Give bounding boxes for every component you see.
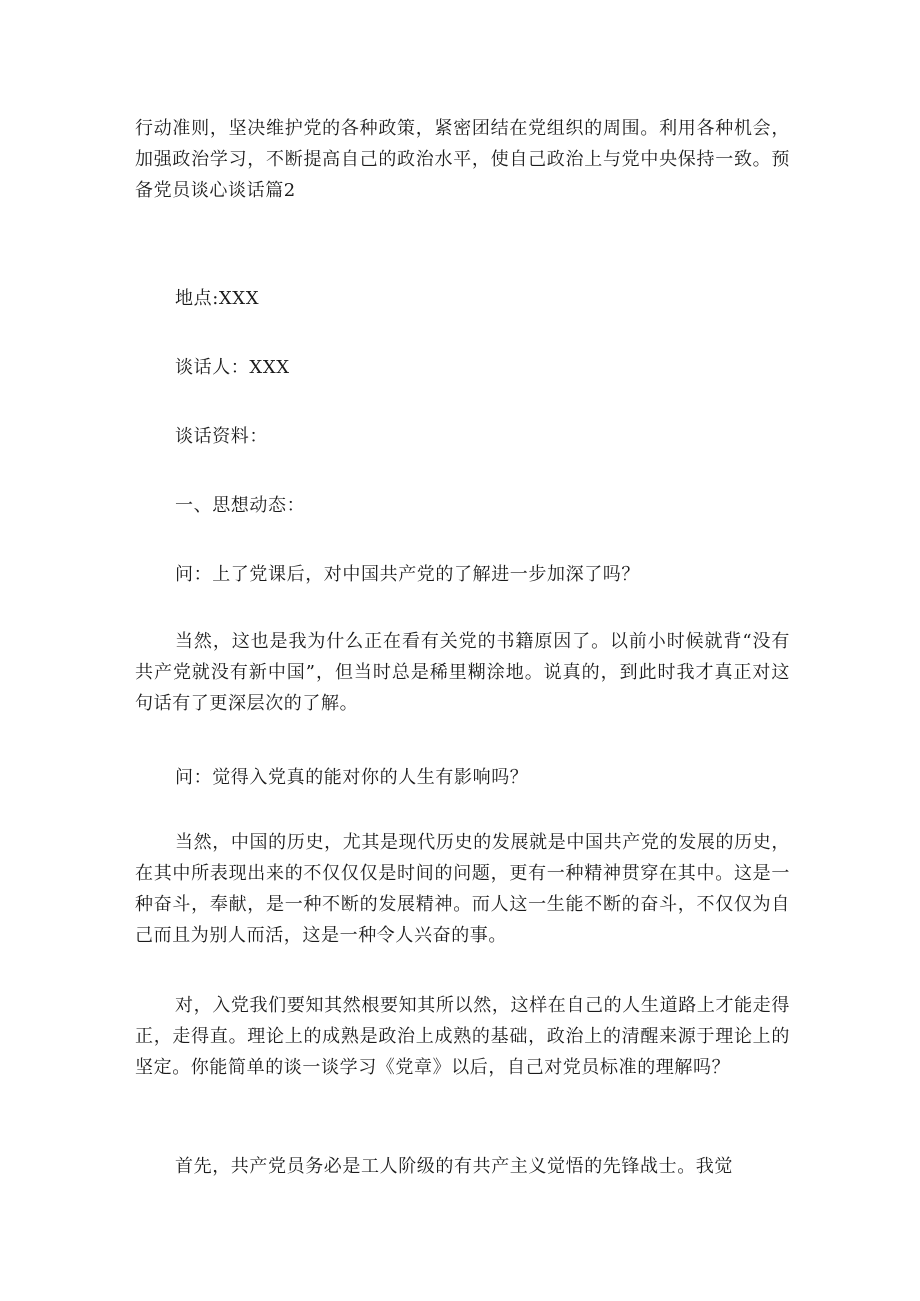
speaker-line: 谈话人：XXX [175, 357, 290, 378]
answer-1: 当然，这也是我为什么正在看有关党的书籍原因了。以前小时候就背“没有共产党就没有新中国”，但当时总是稀里糊涂地。说真的，到此时我才真正对这句话有了更深层次的了解。 [135, 631, 790, 714]
answer-2: 当然，中国的历史，尤其是现代历史的发展就是中国共产党的发展的历史，在其中所表现出来的不仅仅仅是时间的问题，更有一种精神贯穿在其中。这是一种奋斗，奉献，是一种不断的发展精神。而人这一生能不断的奋斗，不仅仅为自己而且为别人而活，这是一种令人兴奋的事。 [135, 832, 790, 946]
question-2: 问：觉得入党真的能对你的人生有影响吗？ [175, 767, 529, 788]
answer-3: 首先，共产党员务必是工人阶级的有共产主义觉悟的先锋战士。我觉 [175, 1156, 733, 1177]
location-line: 地点:XXX [175, 288, 260, 309]
question-1: 问：上了党课后，对中国共产党的了解进一步加深了吗？ [175, 564, 640, 585]
section-heading-thoughts: 一、思想动态： [175, 495, 306, 516]
paragraph-response: 对，入党我们要知其然根要知其所以然，这样在自己的人生道路上才能走得正，走得直。理论上的成熟是政治上成熟的基础，政治上的清醒来源于理论上的坚定。你能简单的谈一谈学习《党章》以后，自己对党员标准的理解吗？ [135, 995, 790, 1078]
paragraph-intro: 行动准则，坚决维护党的各种政策，紧密团结在党组织的周围。利用各种机会，加强政治学习，不断提高自己的政治水平，使自己政治上与党中央保持一致。预备党员谈心谈话篇2 [135, 118, 790, 201]
content-label: 谈话资料： [175, 426, 268, 447]
